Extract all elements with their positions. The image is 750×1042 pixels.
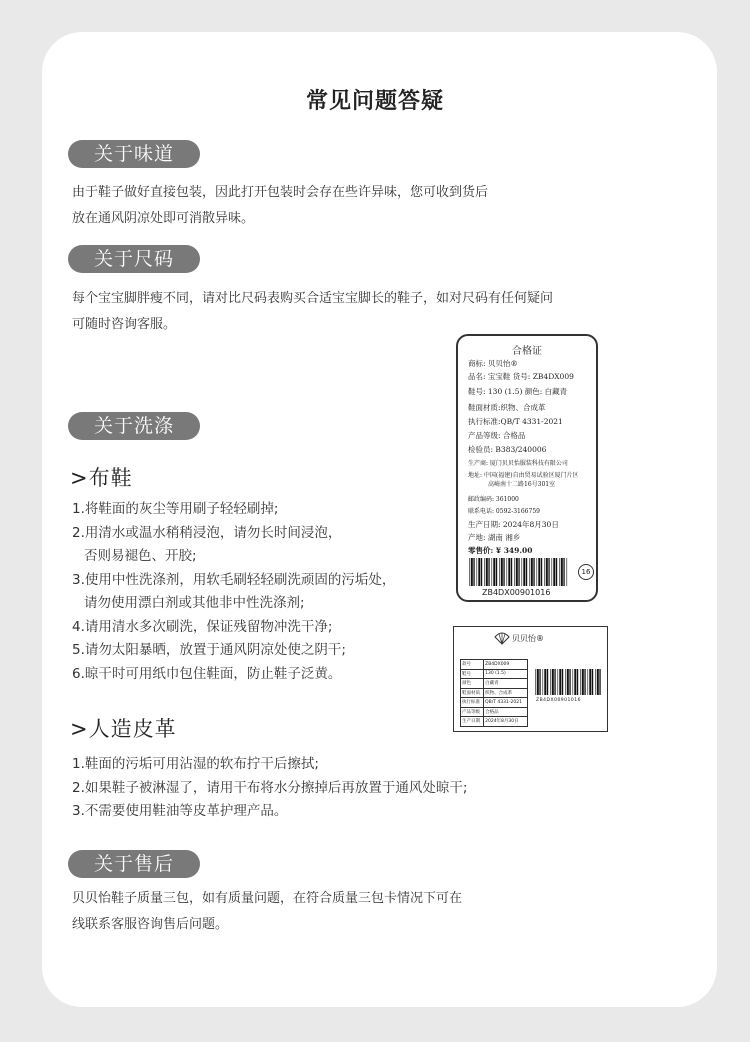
text-line: 放在通风阴凉处即可消散异味。 bbox=[72, 211, 255, 226]
barcode-bar bbox=[546, 558, 548, 586]
table-cell: 白藏青 bbox=[484, 679, 528, 689]
barcode-image bbox=[534, 669, 602, 695]
text-line: 线联系客服咨询售后问题。 bbox=[72, 917, 229, 932]
certificate-row: 品名: 宝宝鞋 货号: ZB4DX009 bbox=[468, 372, 574, 381]
text-line: 可随时咨询客服。 bbox=[72, 317, 177, 332]
barcode-bar bbox=[588, 669, 589, 695]
text-line: 由于鞋子做好直接包装，因此打开包装时会存在些许异味，您可收到货后 bbox=[72, 185, 489, 200]
table-cell: 织物、合成革 bbox=[484, 688, 528, 698]
barcode-bar bbox=[592, 669, 593, 695]
list-item: 3.使用中性洗涤剂，用软毛刷轻轻刷洗顽固的污垢处， bbox=[72, 571, 396, 588]
certificate-row: 执行标准:QB/T 4331-2021 bbox=[468, 417, 563, 426]
certificate-row: 检验员: B383/240006 bbox=[468, 445, 547, 454]
barcode-bar bbox=[558, 669, 559, 695]
barcode-bar bbox=[544, 558, 545, 586]
table-cell: 颜色 bbox=[461, 679, 484, 689]
list-item: 1.将鞋面的灰尘等用刷子轻轻刷掉; bbox=[72, 501, 279, 517]
certificate-row: 产地: 湖南 湘乡 bbox=[468, 533, 521, 542]
shell-logo-icon bbox=[494, 631, 510, 645]
table-cell: 130 (1.5) bbox=[484, 669, 528, 679]
section-label-aftersale: 关于售后 bbox=[68, 850, 200, 878]
barcode-bar bbox=[471, 558, 473, 586]
barcode-bar bbox=[473, 558, 474, 586]
barcode-bar bbox=[550, 669, 551, 695]
size-text bbox=[72, 286, 553, 338]
barcode-number: ZB4DX00901016 bbox=[482, 588, 551, 597]
barcode-bar bbox=[569, 669, 570, 695]
table-cell: 鞋面材质 bbox=[461, 688, 484, 698]
barcode-bar bbox=[552, 558, 553, 586]
certificate-tag-image bbox=[456, 334, 598, 602]
table-cell: ZB4DX009 bbox=[484, 660, 528, 670]
table-row bbox=[461, 669, 528, 679]
barcode-bar bbox=[488, 558, 489, 586]
barcode-bar bbox=[599, 669, 600, 695]
certificate-row: 产品等级: 合格品 bbox=[468, 431, 526, 440]
barcode-bar bbox=[543, 669, 544, 695]
barcode-bar bbox=[529, 558, 530, 586]
barcode-bar bbox=[552, 669, 554, 695]
barcode-bar bbox=[565, 669, 566, 695]
page-title: 常见问题答疑 bbox=[305, 89, 444, 114]
barcode-bar bbox=[518, 558, 519, 586]
certificate-row: 商标: 贝贝怡® bbox=[468, 359, 518, 368]
table-row bbox=[461, 688, 528, 698]
certificate-row: 生产日期: 2024年8月30日 bbox=[468, 520, 559, 529]
leather-heading: >人造皮革 bbox=[70, 717, 177, 741]
table-row bbox=[461, 717, 528, 727]
certificate-row: 鞋号: 130 (1.5) 颜色: 白藏青 bbox=[468, 387, 568, 396]
barcode-bar bbox=[597, 669, 599, 695]
label-brand: 贝贝怡® bbox=[512, 634, 544, 643]
barcode-bar bbox=[556, 558, 557, 586]
cloth-care-list bbox=[72, 498, 395, 686]
barcode-bar bbox=[547, 669, 548, 695]
barcode-bar bbox=[533, 558, 534, 586]
barcode-bar bbox=[496, 558, 497, 586]
barcode-bar bbox=[559, 558, 560, 586]
list-item: 5.请勿太阳暴晒，放置于通风阴凉处使之阴干; bbox=[72, 642, 346, 658]
table-cell: 生产日期 bbox=[461, 717, 484, 727]
barcode-bar bbox=[548, 558, 549, 586]
barcode-bar bbox=[492, 558, 493, 586]
aftersale-text bbox=[72, 886, 462, 938]
label-table bbox=[460, 659, 528, 727]
barcode-bar bbox=[567, 558, 568, 586]
barcode-bar bbox=[477, 558, 478, 586]
list-item: 3.不需要使用鞋油等皮革护理产品。 bbox=[72, 803, 288, 819]
section-label-wash: 关于洗涤 bbox=[68, 412, 200, 440]
barcode-bar bbox=[561, 558, 563, 586]
barcode-number: ZB4DX00901016 bbox=[536, 698, 581, 703]
barcode-bar bbox=[537, 558, 538, 586]
table-row bbox=[461, 660, 528, 670]
table-row bbox=[461, 679, 528, 689]
size-badge: 16 bbox=[578, 564, 594, 580]
product-label-image bbox=[453, 626, 608, 732]
barcode-bar bbox=[484, 558, 485, 586]
table-cell: 款号 bbox=[461, 660, 484, 670]
barcode-bar bbox=[522, 558, 523, 586]
barcode-bar bbox=[544, 669, 546, 695]
barcode-bar bbox=[511, 558, 512, 586]
barcode-bar bbox=[501, 558, 503, 586]
barcode-bar bbox=[516, 558, 518, 586]
barcode-bar bbox=[507, 558, 508, 586]
barcode-bar bbox=[478, 558, 480, 586]
list-item: 6.晾干时可用纸巾包住鞋面，防止鞋子泛黄。 bbox=[72, 665, 342, 682]
table-cell: 产品等级 bbox=[461, 707, 484, 717]
barcode-bar bbox=[582, 669, 584, 695]
barcode-bar bbox=[539, 669, 540, 695]
barcode-bar bbox=[567, 669, 569, 695]
list-item: 1.鞋面的污垢可用沾湿的软布拧干后擦拭; bbox=[72, 756, 319, 772]
cloth-shoes-heading: >布鞋 bbox=[70, 466, 133, 490]
barcode-bar bbox=[503, 558, 504, 586]
barcode-bar bbox=[559, 669, 561, 695]
barcode-bar bbox=[563, 558, 564, 586]
barcode-bar bbox=[580, 669, 581, 695]
barcode-bar bbox=[499, 558, 500, 586]
barcode-bar bbox=[574, 669, 576, 695]
barcode-bar bbox=[493, 558, 495, 586]
table-cell: QB/T 4331-2021 bbox=[484, 698, 528, 708]
list-item: 2.如果鞋子被淋湿了，请用干布将水分擦掉后再放置于通风处晾干; bbox=[72, 779, 468, 796]
barcode-bar bbox=[554, 669, 555, 695]
list-item: 4.请用清水多次刷洗，保证残留物冲洗干净; bbox=[72, 618, 333, 635]
barcode-bar bbox=[537, 669, 539, 695]
section-label-size: 关于尺码 bbox=[68, 245, 200, 273]
table-row bbox=[461, 707, 528, 717]
table-cell: 执行标准 bbox=[461, 698, 484, 708]
list-item: 2.用清水或温水稍稍浸泡，请勿长时间浸泡， bbox=[72, 524, 342, 541]
certificate-row: 生产商: 厦门贝贝怡服装科技有限公司 bbox=[468, 460, 568, 467]
text-line: 贝贝怡鞋子质量三包，如有质量问题，在符合质量三包卡情况下可在 bbox=[72, 891, 463, 906]
certificate-row: 联系电话: 0592-3166759 bbox=[468, 508, 540, 515]
barcode-bar bbox=[538, 558, 540, 586]
barcode-bar bbox=[514, 558, 515, 586]
barcode-bar bbox=[531, 558, 533, 586]
barcode-bar bbox=[508, 558, 510, 586]
leather-care-list bbox=[72, 753, 467, 824]
certificate-row: 高崎南十二路16号301室 bbox=[488, 481, 556, 488]
smell-text bbox=[72, 180, 488, 232]
barcode-bar bbox=[481, 558, 482, 586]
barcode-bar bbox=[584, 669, 585, 695]
table-cell: 鞋号 bbox=[461, 669, 484, 679]
barcode-bar bbox=[469, 558, 470, 586]
barcode-bar bbox=[486, 558, 488, 586]
text-line: 每个宝宝脚胖瘦不同，请对比尺码表购买合适宝宝脚长的鞋子，如对尺码有任何疑问 bbox=[72, 291, 554, 306]
barcode-bar bbox=[573, 669, 574, 695]
barcode-bar bbox=[535, 669, 536, 695]
certificate-row: 地址: 中国(福建)自由贸易试验区厦门片区 bbox=[468, 472, 579, 479]
section-label-smell: 关于味道 bbox=[68, 140, 200, 168]
table-cell: 2024年8月30日 bbox=[484, 717, 528, 727]
certificate-row: 邮政编码: 361000 bbox=[468, 496, 519, 503]
barcode-bar bbox=[595, 669, 596, 695]
certificate-title: 合格证 bbox=[512, 346, 542, 357]
list-item: 请勿使用漂白剂或其他非中性洗涤剂; bbox=[84, 595, 305, 611]
table-cell: 合格品 bbox=[484, 707, 528, 717]
barcode-bar bbox=[553, 558, 555, 586]
barcode-bar bbox=[541, 558, 542, 586]
list-item: 否则易褪色、开胶; bbox=[84, 548, 197, 564]
barcode-bar bbox=[589, 669, 591, 695]
barcode-bar bbox=[523, 558, 525, 586]
certificate-row: 鞋面材质:织物、合成革 bbox=[468, 403, 546, 412]
certificate-row: 零售价: ¥ 349.00 bbox=[468, 546, 533, 555]
barcode-bar bbox=[526, 558, 527, 586]
barcode-image bbox=[468, 558, 570, 586]
barcode-bar bbox=[577, 669, 578, 695]
barcode-bar bbox=[562, 669, 563, 695]
table-row bbox=[461, 698, 528, 708]
